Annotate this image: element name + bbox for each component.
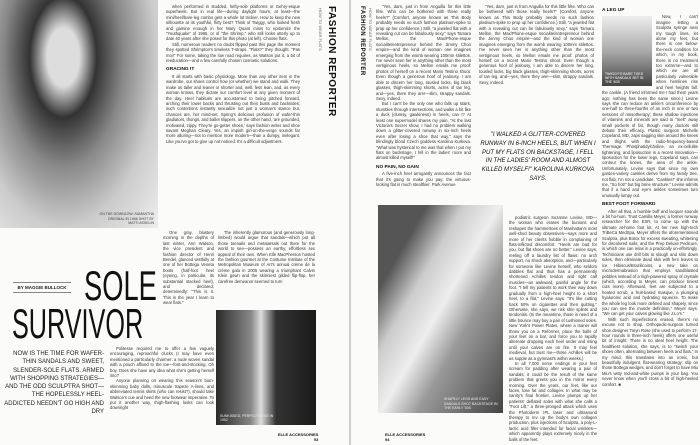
- section-sublabel: HOW TO WEAR FLATS: [318, 8, 323, 51]
- paragraph: when performed in studded, hefty-sole platforms or Gehry-esque superheels. But in real life—during daylight hours, at least—the mini/heel/bare-leg combo gets a whole lot trickier. How to keep the new silhouette at its youthful, flirty best? Think of Twiggy, who looked fresh and gamine enough in her Mary Quant minis to epitomize the "Youthquake" of 1965, or of "the Shrimp," who still looks utterly up to date 40 years after she posed for this photo (at left). Choose flats.: [166, 4, 300, 42]
- page-number: 93: [313, 437, 319, 442]
- article-column-1: [376, 4, 471, 202]
- subhead: BEST FOOT FORWARD: [602, 202, 656, 208]
- article-column-1-top: [479, 4, 594, 126]
- paragraph: But I can't be the only one who falls up stairs, stumbles through intersections, and walks a bit like a duck (clumsy, gawkiness) in heels, can I? At least one supermodel shares my pain. "At the last Victoria's Secret show, I had no problem walking down a glitter-covered runway in six-inch heels even after losing a shoe that way," says the blindingly blond Czech goddess Karolina Kurkova. "What was hysterical to me was that when I put my flats on backstage, I fell in the ladies' room and almost killed myself!": [376, 101, 471, 161]
- legs-photo: [216, 310, 316, 425]
- paragraph: Anyone planning on wearing this season's bum-skimming baby dolls, minuscule trapeze A-lines, and abbreviated tennis skirts (who can resist?), should take Watson's cue and heed the new footwear imperative. To put it another way, thigh-flashing looks can look downright: [110, 378, 214, 411]
- article-column-1-continued: [218, 230, 315, 306]
- section-sublabel: HOW TO WEAR FLATS: [368, 8, 373, 51]
- article-column-2: [509, 215, 597, 442]
- woman-photo: [378, 205, 503, 413]
- right-page: [351, 0, 700, 445]
- headline-survivor: SURVIVOR: [12, 300, 144, 347]
- magazine-name: ELLE ACCESSORIES: [278, 432, 319, 437]
- photo-caption: SHAPELY LEGS AND EASY SANDALS SHOT BACKSTAGE IN THE EARLY '50S: [444, 397, 498, 410]
- pull-quote: "I WALKED A GLITTER-COVERED RUNWAY IN 6-INCH HEELS, BUT WHEN I PUT MY FLATS ON BACKSTAGE, I FELL IN THE LADIES' ROOM AND ALMOST KILLED MYSELF!" KAROLINA KURKOVA SAYS.: [480, 132, 596, 182]
- paragraph: The inherently glamorous (and generously long-limbed) would argue that sandals—which put all those toenails and metatarsals out there for the world to see—possess an earthy, effortless sex appeal of their own. When Elle MacPherson hosted the fashion gourmet at the Costume Institute of the Metropolitan Museum of Art's annual crème de la crème gala in 2005 wearing a triumphant Calvin Klein gown and the skinniest gilded flip-flop, her carefree demeanor seemed to turn: [218, 230, 315, 284]
- subhead: GRACING IT: [166, 67, 195, 73]
- page-number: 94: [385, 437, 390, 442]
- paragraph: A five-inch heel arrogantly announces the fact that it's going to make you pay; the virtuous-looking flat is much stealthier. Park Avenue: [376, 171, 471, 187]
- paragraph: Now, I can't imagine letting a Sculptra syringe near my tough lines, let alone my feet, but there is one below-the-neck condition for which, in my book, there is no treatment too extreme—and to which we are all particularly vulnerable when hemlines rise and heel heights fall: the cankle. (A friend informed me I had them years ago; nothing has been the same since.) Levine says she can reduce an ankle's circumference by one-half to three-fourths of an inch in one or two sessions of mesotherapy; these shallow injections of vitamins and minerals are said to "melt" away small pockets of fat, though many doctors still debate their efficacy. Plastic surgeon Michelle Copeland, MD, zaps sagging skin around the knees and thighs with the radio-frequency-based Thermage. Phosphatidylcholine, an ex-cellulite tightening, and liposuction is a recent innovation—liposuction for the lower legs, Copeland says, can contour the knees, the area of the ankle. Unfortunately, Levine says that since my own garden-variety cankles derive from my family tree, not flab, I'm not a candidate. "Cankles!" she informs me, "So hot!" but big bone structure." Levine admits that if a hand and eye's ankles sometimes turn unusually lumpy out.: [602, 14, 698, 198]
- paragraph: It all starts with basic physiology. More than any other item in the wardrobe, our shoes control how (or whether) we stand and walk. They make us taller and leaner or shorter and, well, less lean, and, as every woman knows, they dictate our comfort level at any given moment of the day. Heel habitués are accustomed to being pitched forward, arching their lower backs and thrusting out their busts and backsides; such contortions instantly sexualize not just a woman's stance but, chances are, her mind-set. Spring's delicious profusion of wafer-thin gladiators, thongs, and ballet slippers, on the other hand, 'are grounded, motivated, zippy. They're go-getter shoes,' says fashion writer and shoe savant Meghan Cleary. Yes, an impish girl-on-the-verge sounds far more alluring—not to mention more modern—than a dumpy, inelegant. Like you've got to give up not noticed. It's a difficult adjustment.: [166, 73, 300, 144]
- paragraph: Still, numerous readers no doubt flipped past this page the moment they spotted Shrimpton's timeless T-straps. "Flats?" they thought. "Pas moi!" For some, taking the low road requires, as Watson put it, a bit of reeducation—and a few carefully chosen cosmetic solutions.: [166, 41, 300, 64]
- article-column-2: [110, 346, 214, 440]
- paragraph: One gray, blustery morning in the depths of last winter, Ann Watson, the vice president and fashion director of Henri Bendel, glanced wistfully at one of her Bottega Veneta boots (half-foot heel (eyeing, in particular, its substantial stacked heel), and declared, determinedly: "This is it. This is the year I learn to wear flats.": [163, 230, 214, 306]
- paragraph: "Yes, darn, just in from Anguilla for this little fête. Who can be bothered with those really heels?" (Comfort, anyone known as This Body probably needs no such fashion platinum-spike to prop up her confidence.) Still, "a jeweled flat with a revealing cut can be fabulously sexy," says Tamara Mellon, the Max/Phone-esque socialite/entrepreneur behind the Jimmy Choo empire—and the kind of woman one imagines emerging from the womb wearing 100mm stilettos. I've never seen her in anything other than the most vertiginous heels, so Mellon emails me proof: photos of herself on a recent Mario Testino shoot. Even though a generous hoof of jealousy, I am able to discern her long, tousled locks, big black glasses, thigh-skimming shorts, acres of tan leg, and—yes, there they are!—slim, strappy sandals. Sexy, indeed.: [479, 4, 594, 85]
- photo-caption: TWIGGY'S BARE TOES WITH SANDALS SET IN THE '60S: [605, 71, 644, 85]
- dek: NOW IS THE TIME FOR WAFER-THIN SANDALS AND SWEET, SLENDER-SOLE FLATS. ARMED WITH SHOPPING STRATEGIES—AND THE ODD SCULPTRA SHOT—THE HOPELESSLY HEEL-ADDICTED NEEDN'T GO HIGH AND DRY: [4, 351, 104, 416]
- subhead: NO PAIN, NO GAIN: [376, 164, 419, 170]
- article-column-1: [166, 4, 300, 226]
- model-photo: [0, 0, 158, 228]
- paragraph: Politesse required me to offer a few vaguely encouraging, reproachful clucks (I may have even mentioned a particularly charmer: a nude woven sandal with a pouch affixed to the toe—foot-and-stocking. Oh boy. Does she have any idea what she's getting herself into?: [110, 346, 214, 379]
- photo-caption: SUNKISSED, PERFECT LEGS IN 1952: [220, 413, 274, 422]
- paragraph: podiatric surgeon Suzanne Levine, MD—the woman who erases the bunions and reshapes the hammertoes of Manhattan's most well-shod beauty obsessives—says more and more of her clients hobble in complaining of flats-inflicted discomfort. "Heels are bad for you, but flat shoes are no better," Levine says, reeling off a laundry list of flaws: no arch support, no shock absorption, and—particularly for someone like Levine herself, who seldom dabbles flat and thus has a permanently shortened Achilles tendon and tight calf muscles—an awkward, painful angle for the foot. "I tell my patients to work their way down gradually from a high-heel height to a short heel, to a flat," Levine says. "It's like cutting back 50% on cigarettes and then quitting." Otherwise, she says, we risk shin splints and tendonitis. (In the meantime, those in need of a little bounce may buy a pair of cushioned soles. New York's Power Plates, where a trainer will throw you on a Reformer, place the balls of your feet on a bar, and force you to rapidly alternate dropping each heel under and rising until your calves are on fire. It may feel medieval, but trust me—those Achilles will be as supple as a gymnast's within weeks.): [509, 215, 597, 361]
- photo-caption: ON THE DOWNLOW: SAMANTHA ORIGINAL IN 1966 SHOT BY MATTI ASSELIN: [99, 212, 154, 225]
- section-label: FASHION REPORTER: [359, 6, 365, 76]
- headline-sole: SOLE: [84, 262, 157, 309]
- left-page: [0, 0, 349, 445]
- folio: [278, 432, 318, 442]
- paragraph: In all 7,000 nerve endings in your feet scream for padding after wearing a pair of sandals, it could be the result of the same problem that greets you in the mirror every morning. Over the years, our feet, like our faces, lose fat and collagen. In what may be vanity's final frontier, Levine plumps up her patients' deflated soles with what she calls a "Foot Lift," a three-pronged attack which uses the Photoderm IPL laser and ultrasound therapy to rev up the body's own collagen production, plus injections of Sculptra, a poly-L-lactic acid filler intended for facial wrinkles—which apparently plays extremely nicely in the balls of the feet.: [509, 360, 597, 442]
- paragraph: With such imperfections erased, there's no excuse not to shop. Orthopedic-surgeon turned shoe designer Taryn Rose (she used to perform 17-hour rounds in three-inch heels) offers one useful bit of insight: There is no ideal heel height. The healthiest solution, she says, is to "switch your shoes often, alternating between heels and flats." In my mind, this translates into an ironic, but beautifully indulgent, flat-wearing strategy: slip on those Bottega wedges, and don't forget to have Miu Miu's witty red-and-white pumps in your bag. You never know when you'll cross a bit of high-heeled comfort. ■: [602, 316, 699, 387]
- paragraph: After all that, a humble buff and lacquer sounds a bit ho-hum. Trust Camilla Meyer, a former runway researcher for the ESR, to come up with the ultimate at-home foot kit. At her new high-tech TriBeCa MedSpa, Meyer offers the aforementioned Sculptra, plus Botox for excess sweating, whitening for discolored nails, and the Prep Deluxe Pedicure, in which one can relax in a practically un-effortingly. Technicians use drill bits to slough and slim down soles, then eliminate dead skin with fern leaves to ice. Hibiscus/Brazilicoins, a new take on microdermabrasion that employs sandblasted pebbles instead of a high-powered spray of crystals (which, according to Meyer, can produce tiniest cuts more). Afterward, feet are subjected to a heated scrub, a fruit-based masque, a plumping hyaluronic acid and hydrating squeeze. To make the whole leg look more defined and shapely, since you can see the muscle definition," Meyer says. "We can get your calves glowing like J.Lo's.": [602, 208, 698, 317]
- article-column-3: [602, 4, 698, 439]
- byline: BY MAGGIE BULLOCK: [13, 282, 71, 293]
- paragraph: "Yes, darn, just in from Anguilla for this little fête. Who can be bothered with those really heels?" (Comfort, anyone known as This Body probably needs no such fashion platinum-spike to prop up her confidence.) Still, "a jeweled flat with a revealing cut can be fabulously sexy," says Tamara Mellon, the Max/Phone-esque socialite/entrepreneur behind the Jimmy Choo empire—and the kind of woman one imagines emerging from the womb wearing 100mm stilettos. I've never seen her in anything other than the most vertiginous heels, so Mellon emails me proof: photos of herself on a recent Mario Testino shoot. Even though a generous hoof of jealousy, I am able to discern her long, tousled locks, big black glasses, thigh-skimming shorts, acres of tan leg, and—yes, there they are!—slim, strappy sandals. Sexy, indeed.: [376, 4, 471, 101]
- subhead: A LEG UP: [602, 8, 625, 13]
- sandal-photo: [602, 16, 652, 86]
- magazine-name: ELLE ACCESSORIES: [385, 432, 426, 437]
- section-label: FASHION REPORTER: [326, 6, 337, 117]
- folio: [385, 432, 425, 442]
- article-column-intro: [163, 230, 214, 340]
